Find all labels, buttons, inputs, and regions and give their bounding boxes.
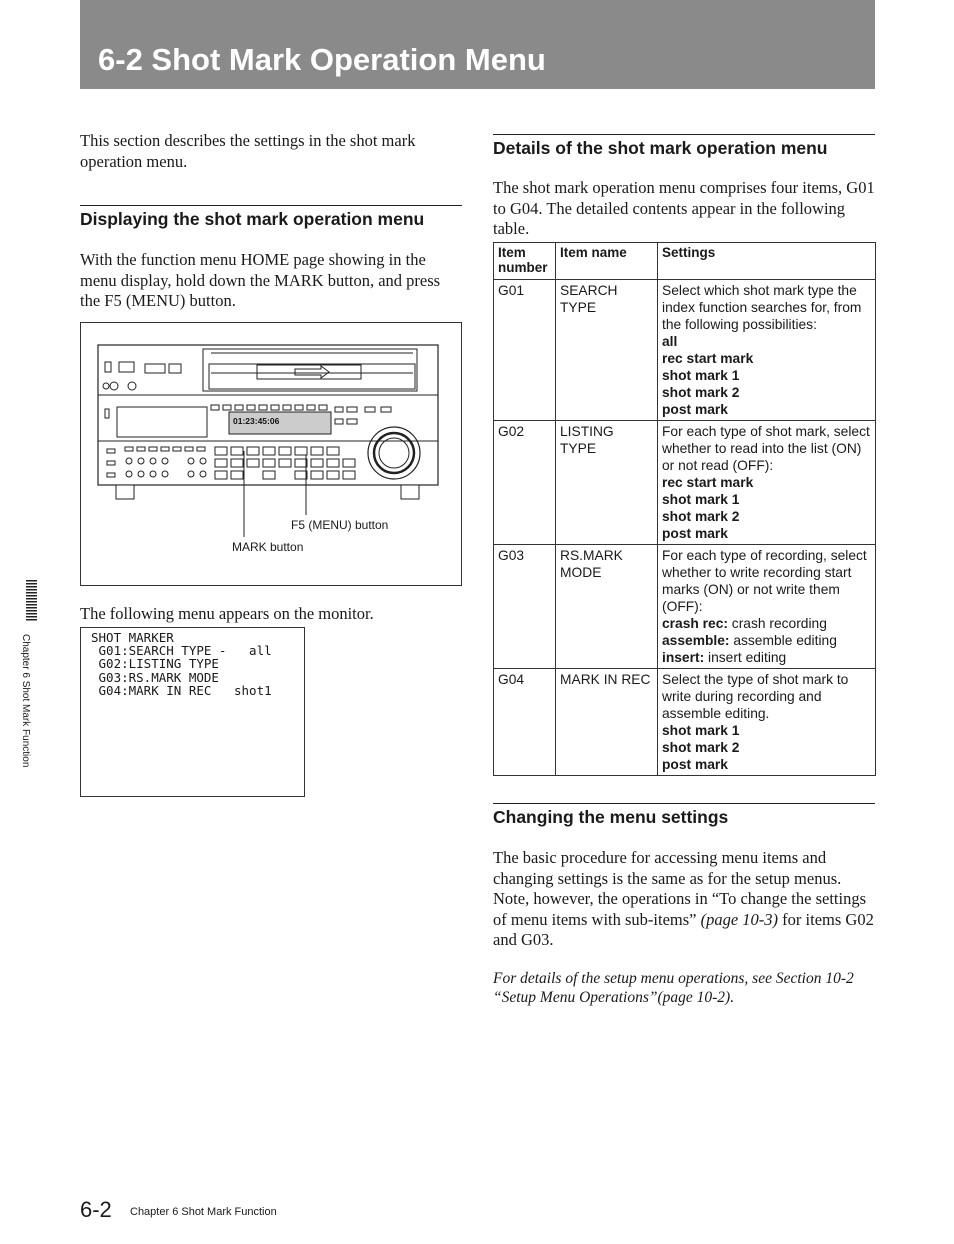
settings-option <box>662 722 871 739</box>
item-number-cell: G03 <box>494 545 556 669</box>
option-label: shot mark 2 <box>662 740 740 755</box>
item-number-cell: G01 <box>494 280 556 421</box>
monitor-line: G03:RS.MARK MODE <box>91 669 219 685</box>
settings-option <box>662 739 871 756</box>
table-row <box>494 280 876 421</box>
option-description: assemble editing <box>729 633 837 648</box>
details-paragraph: The shot mark operation menu comprises four items, G01 to G04. The detailed contents appear in the following table. <box>493 178 875 238</box>
settings-cell <box>658 280 876 421</box>
table-body <box>494 280 876 776</box>
vtr-illustration <box>80 322 462 586</box>
changing-paragraph <box>493 848 875 951</box>
monitor-line: G01:SEARCH TYPE - all <box>91 643 272 659</box>
settings-option <box>662 333 871 350</box>
item-number-cell: G02 <box>494 421 556 545</box>
monitor-caption: The following menu appears on the monitor. <box>80 604 374 623</box>
monitor-line: G02:LISTING TYPE <box>91 656 219 672</box>
monitor-screen <box>80 627 305 797</box>
option-label: assemble: <box>662 633 730 648</box>
option-label: rec start mark <box>662 351 754 366</box>
mark-button-label: MARK button <box>232 540 304 554</box>
table-row <box>494 545 876 669</box>
option-description: insert editing <box>704 650 787 665</box>
table-row <box>494 669 876 776</box>
settings-option <box>662 632 871 649</box>
item-name-cell: MARK IN REC <box>556 669 658 776</box>
settings-option <box>662 350 871 367</box>
side-chapter-label: Chapter 6 Shot Mark Function <box>20 634 31 768</box>
chapter-tab-marker <box>26 580 37 622</box>
displaying-paragraph: With the function menu HOME page showing in the menu display, hold down the MARK button, and press the F5 (MENU) button. <box>80 250 441 310</box>
option-label: shot mark 1 <box>662 492 740 507</box>
page-number: 6-2 <box>80 1197 112 1222</box>
changing-text: The basic procedure for accessing menu items and changing settings is the same as for the setup menus. Note, however, the operations in “To change the settings of menu items with sub-items” <box>493 848 866 929</box>
settings-option-list <box>662 722 871 773</box>
option-label: shot mark 2 <box>662 385 740 400</box>
item-name-cell: SEARCH TYPE <box>556 280 658 421</box>
settings-option <box>662 474 871 491</box>
column-header-item-name: Item name <box>556 243 658 280</box>
settings-option <box>662 491 871 508</box>
settings-option-list <box>662 333 871 418</box>
option-label: shot mark 1 <box>662 368 740 383</box>
settings-option <box>662 756 871 773</box>
details-heading: Details of the shot mark operation menu <box>493 134 875 159</box>
menu-items-table <box>493 242 876 776</box>
title-bar <box>80 0 875 89</box>
displaying-heading: Displaying the shot mark operation menu <box>80 205 462 230</box>
page-title: 6-2 Shot Mark Operation Menu <box>98 42 546 77</box>
footer-chapter-label: Chapter 6 Shot Mark Function <box>130 1206 277 1218</box>
settings-description: For each type of recording, select whether to write recording start marks (ON) or not write them (OFF): <box>662 548 867 614</box>
settings-description: For each type of shot mark, select whether to read into the list (ON) or not read (OFF): <box>662 424 870 473</box>
item-name-cell: RS.MARK MODE <box>556 545 658 669</box>
column-header-item-number: Item number <box>494 243 556 280</box>
page-reference-link[interactable]: (page 10-3) <box>700 909 779 929</box>
settings-cell <box>658 545 876 669</box>
item-name-cell: LISTING TYPE <box>556 421 658 545</box>
option-label: shot mark 2 <box>662 509 740 524</box>
changing-text-end: for items G02 and G03. <box>493 909 874 949</box>
item-number-cell: G04 <box>494 669 556 776</box>
settings-option <box>662 384 871 401</box>
settings-option <box>662 615 871 632</box>
settings-option <box>662 508 871 525</box>
f5-menu-button-label: F5 (MENU) button <box>291 518 389 532</box>
timecode-readout: 01:23:45:06 <box>233 416 280 426</box>
settings-option-list <box>662 474 871 542</box>
monitor-line: G04:MARK IN REC shot1 <box>91 682 272 698</box>
intro-paragraph: This section describes the settings in the shot mark operation menu. <box>80 131 416 171</box>
settings-option <box>662 649 871 666</box>
changing-heading: Changing the menu settings <box>493 803 875 828</box>
settings-cell <box>658 669 876 776</box>
option-label: shot mark 1 <box>662 723 740 738</box>
option-label: crash rec: <box>662 616 728 631</box>
settings-option <box>662 367 871 384</box>
settings-cell <box>658 421 876 545</box>
option-description: crash recording <box>727 616 827 631</box>
option-label: post mark <box>662 526 728 541</box>
column-header-settings: Settings <box>658 243 876 280</box>
settings-description: Select which shot mark type the index function searches for, from the following possibilities: <box>662 283 862 332</box>
monitor-menu-text <box>91 631 272 697</box>
settings-option-list <box>662 615 871 666</box>
settings-option <box>662 525 871 542</box>
option-label: rec start mark <box>662 475 754 490</box>
option-label: all <box>662 334 678 349</box>
option-label: post mark <box>662 402 728 417</box>
settings-option <box>662 401 871 418</box>
option-label: insert: <box>662 650 705 665</box>
table-header-row <box>494 243 876 280</box>
table-row <box>494 421 876 545</box>
settings-description: Select the type of shot mark to write during recording and assemble editing. <box>662 672 849 721</box>
monitor-line: SHOT MARKER <box>91 630 174 645</box>
setup-note: For details of the setup menu operations, see Section 10-2 “Setup Menu Operations”(page 10-2). <box>493 970 854 1006</box>
option-label: post mark <box>662 757 728 772</box>
